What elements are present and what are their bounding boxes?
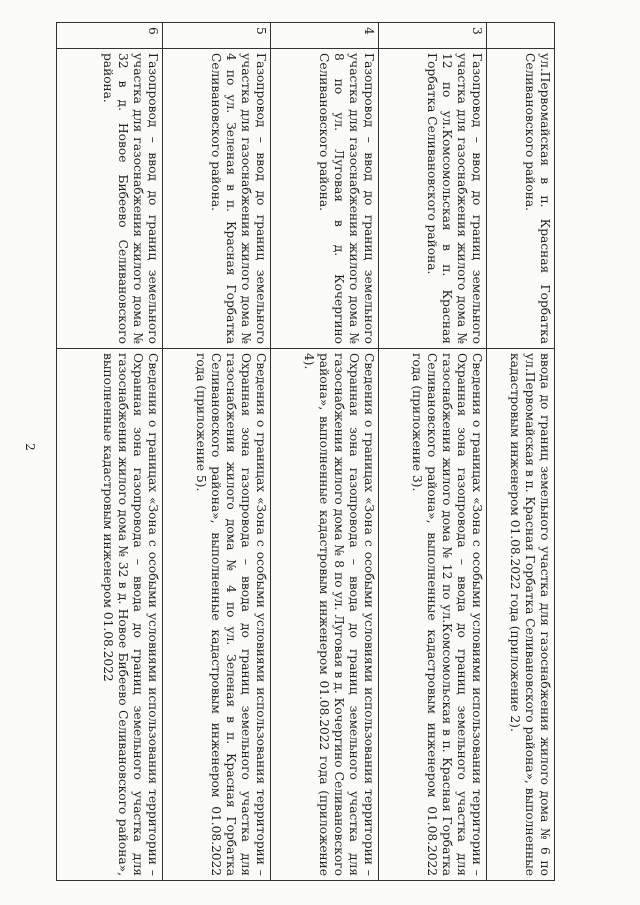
document-table bbox=[56, 22, 555, 881]
row-number: 4 bbox=[271, 23, 379, 49]
object-name: Газопровод – ввод до границ земельного участка для газоснабжения жилого дома № 8 по ул. Луговая в д. Кочергино Селивановского района. bbox=[271, 49, 379, 349]
object-name: ул.Первомайская в п. Красная Горбатка Селивановского района. bbox=[487, 49, 555, 349]
table-row bbox=[163, 23, 271, 881]
object-name: Газопровод – ввод до границ земельного участка для газоснабжения жилого дома № 32 в д. Новое Бибеево Селивановского района. bbox=[57, 49, 163, 349]
object-name: Газопровод – ввод до границ земельного участка для газоснабжения жилого дома № 12 по ул.Комсомольская в п. Красная Горбатка Селивановского района. bbox=[379, 49, 487, 349]
object-info: ввода до границ земельного участка для газоснабжения жилого дома № 6 по ул.Первомайская в п. Красная Горбатка Селивановского района», выполненные кадастровым инженером 01.08.2022 года (приложение 2). bbox=[487, 349, 555, 881]
row-number: 5 bbox=[163, 23, 271, 49]
object-info: Сведения о границах «Зона с особыми условиями использования территории – Охранная зона газопровода – ввода до границ земельного участка для газоснабжения жилого дома № 32 в д. Новое Бибеево Селивановского района», выполненные кадастровым инженером 01.08.2022 bbox=[57, 349, 163, 881]
table-row bbox=[379, 23, 487, 881]
table-row bbox=[271, 23, 379, 881]
table-row bbox=[57, 23, 163, 881]
row-number: 3 bbox=[379, 23, 487, 49]
object-name: Газопровод – ввод до границ земельного участка для газоснабжения жилого дома № 4 по ул. Зеленая в п. Красная Горбатка Селивановского района. bbox=[163, 49, 271, 349]
row-number bbox=[487, 23, 555, 49]
object-info: Сведения о границах «Зона с особыми условиями использования территории – Охранная зона газопровода – ввода до границ земельного участка для газоснабжения жилого дома № 4 по ул. Зеленая в п. Красная Горбатка Селивановского района», выполненные кадастровым инженером 01.08.2022 года (приложение 5). bbox=[163, 349, 271, 881]
rotated-table-container bbox=[57, 22, 555, 880]
page-number: 2 bbox=[22, 443, 37, 451]
object-info: Сведения о границах «Зона с особыми условиями использования территории – Охранная зона газопровода – ввода до границ земельного участка для газоснабжения жилого дома № 12 по ул.Комсомольская в п. Красная Горбатка Селивановского района», выполненные кадастровым инженером 01.08.2022 года (приложение 3). bbox=[379, 349, 487, 881]
object-info: Сведения о границах «Зона с особыми условиями использования территории – Охранная зона газопровода – ввода до границ земельного участка для газоснабжения жилого дома № 8 по ул. Луговая в д. Кочергино Селивановского района», выполненные кадастровым инженером 01.08.2022 года (приложение 4). bbox=[271, 349, 379, 881]
table-row bbox=[487, 23, 555, 881]
row-number: 6 bbox=[57, 23, 163, 49]
